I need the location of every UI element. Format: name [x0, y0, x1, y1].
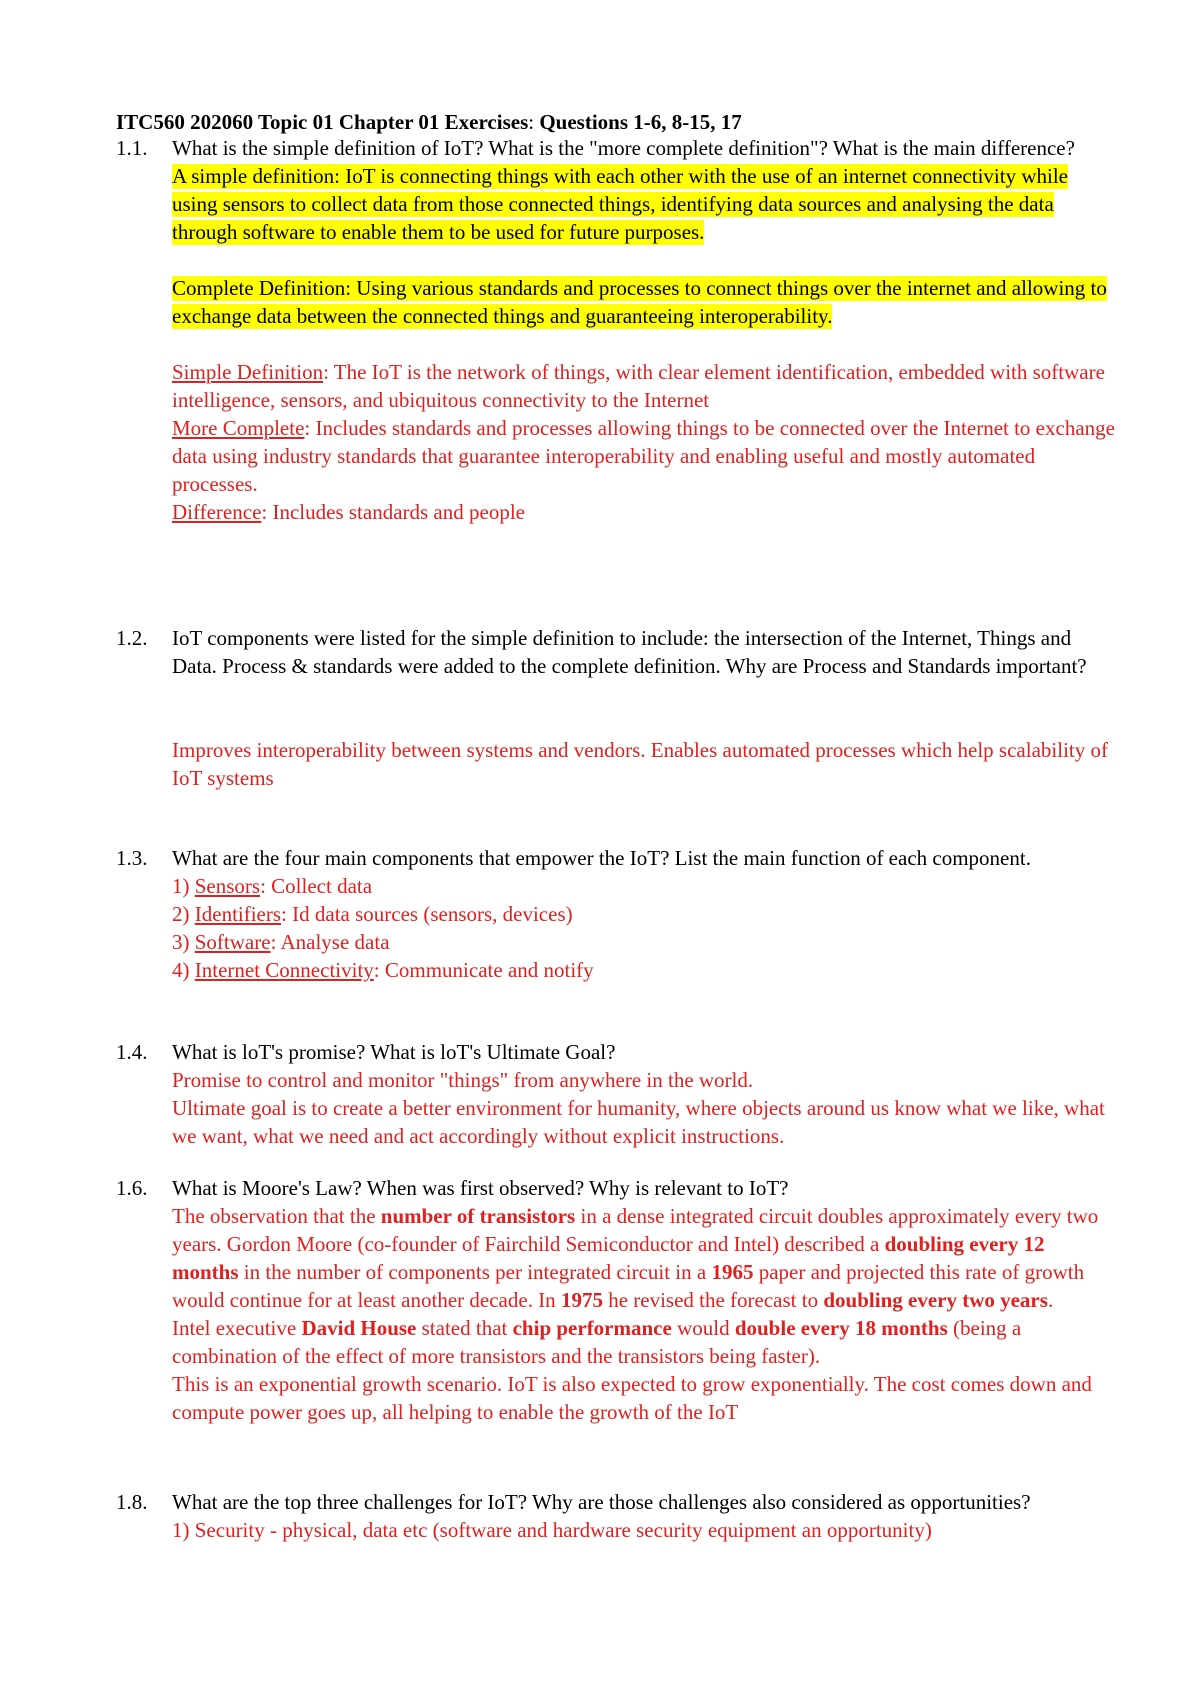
question-1-4: [116, 1038, 1116, 1150]
bold-run: double every 18 months: [734, 1316, 948, 1340]
text-run: he revised the forecast to: [602, 1288, 824, 1312]
question-1-1: [116, 134, 1116, 526]
text-run: .: [1047, 1288, 1054, 1312]
component-item: [172, 872, 1116, 900]
answer-security: 1) Security - physical, data etc (software and hardware security equipment an opportunity): [172, 1518, 932, 1542]
highlighted-complete-definition: Complete Definition: Using various standards and processes to connect things over the internet and allowing to exchange data between the connected things and guaranteeing interoperability.: [172, 276, 1107, 328]
item-label: Internet Connectivity: [194, 958, 374, 982]
bold-run: David House: [301, 1316, 417, 1340]
answer-text: Improves interoperability between systems and vendors. Enables automated processes which help scalability of IoT systems: [172, 738, 1108, 790]
document-title: [116, 108, 1116, 136]
question-text: What is loT's promise? What is loT's Ultimate Goal?: [172, 1040, 616, 1064]
text-run: paper and projected this rate of growth would continue for at least another decade. In: [172, 1260, 1085, 1312]
title-prefix: ITC560 202060 Topic 01 Chapter 01 Exercises: [116, 110, 529, 134]
component-item: [172, 956, 1116, 984]
text-run: in a dense integrated circuit doubles approximately every two years. Gordon Moore (co-founder of Fairchild Semiconductor and Intel) described a: [172, 1204, 1099, 1256]
text-run: (being a combination of the effect of more transistors and the transistors being faster).: [172, 1316, 1022, 1368]
answer-david-house: [172, 1314, 1116, 1370]
question-number: 1.1.: [116, 136, 148, 160]
item-text: : Analyse data: [270, 930, 390, 954]
item-label: Software: [194, 930, 271, 954]
bold-run: chip performance: [512, 1316, 672, 1340]
question-text: What is the simple definition of IoT? What is the "more complete definition"? What is the main difference?: [172, 136, 1075, 160]
answer-ultimate-goal: Ultimate goal is to create a better environment for humanity, where objects around us know what we like, what we want, what we need and act accordingly without explicit instructions.: [172, 1096, 1105, 1148]
text-run: The observation that the: [172, 1204, 381, 1228]
complete-definition-text: : Includes standards and processes allowing things to be connected over the Internet to exchange data using industry standards that guarantee interoperability and enabling useful and mostly automated processes.: [172, 416, 1115, 496]
item-text: : Id data sources (sensors, devices): [281, 902, 573, 926]
question-1-3: [116, 844, 1116, 984]
bold-run: 1965: [711, 1260, 754, 1284]
item-text: : Communicate and notify: [373, 958, 594, 982]
difference-label: Difference: [172, 500, 262, 524]
item-text: : Collect data: [260, 874, 373, 898]
item-label: Sensors: [194, 874, 261, 898]
item-label: Identifiers: [194, 902, 282, 926]
component-item: [172, 900, 1116, 928]
text-run: would: [671, 1316, 735, 1340]
simple-definition-text: : The IoT is the network of things, with clear element identification, embedded with software intelligence, sensors, and ubiquitous connectivity to the Internet: [172, 360, 1105, 412]
title-suffix: Questions 1-6, 8-15, 17: [539, 110, 742, 134]
question-number: 1.4.: [116, 1040, 148, 1064]
question-text: What are the four main components that empower the IoT? List the main function of each component.: [172, 846, 1031, 870]
answer-difference: [172, 498, 1116, 526]
answer-relevance: This is an exponential growth scenario. IoT is also expected to grow exponentially. The cost comes down and compute power goes up, all helping to enable the growth of the IoT: [172, 1372, 1092, 1424]
bold-run: doubling every two years: [823, 1288, 1048, 1312]
question-1-6: [116, 1174, 1116, 1426]
difference-text: : Includes standards and people: [261, 500, 525, 524]
answer-promise: Promise to control and monitor "things" from anywhere in the world.: [172, 1068, 754, 1092]
title-separator: :: [528, 110, 540, 134]
answer-complete-definition: [172, 414, 1116, 498]
answer-moores-law: [172, 1202, 1116, 1314]
question-1-2: [116, 624, 1116, 792]
text-run: in the number of components per integrated circuit in a: [238, 1260, 712, 1284]
complete-definition-label: More Complete: [172, 416, 305, 440]
question-number: 1.6.: [116, 1176, 148, 1200]
question-text: What are the top three challenges for IoT? Why are those challenges also considered as opportunities?: [172, 1490, 1031, 1514]
bold-run: 1975: [560, 1288, 603, 1312]
question-number: 1.2.: [116, 626, 148, 650]
bold-run: number of transistors: [380, 1204, 576, 1228]
highlighted-simple-definition: A simple definition: IoT is connecting things with each other with the use of an internet connectivity while using sensors to collect data from those connected things, identifying data sources and analysing the data through software to enable them to be used for future purposes.: [172, 164, 1068, 244]
question-text: IoT components were listed for the simple definition to include: the intersection of the Internet, Things and Data. Process & standards were added to the complete definition. Why are Process and Standards important?: [172, 626, 1087, 678]
question-text: What is Moore's Law? When was first observed? Why is relevant to IoT?: [172, 1176, 789, 1200]
item-number: 4): [172, 958, 195, 982]
text-run: Intel executive: [172, 1316, 302, 1340]
simple-definition-label: Simple Definition: [172, 360, 324, 384]
answer-simple-definition: [172, 358, 1116, 414]
component-item: [172, 928, 1116, 956]
item-number: 2): [172, 902, 195, 926]
item-number: 1): [172, 874, 195, 898]
item-number: 3): [172, 930, 195, 954]
question-number: 1.8.: [116, 1490, 148, 1514]
question-1-8: [116, 1488, 1116, 1544]
text-run: stated that: [416, 1316, 513, 1340]
bold-run: doubling every 12 months: [172, 1232, 1045, 1284]
question-number: 1.3.: [116, 846, 148, 870]
